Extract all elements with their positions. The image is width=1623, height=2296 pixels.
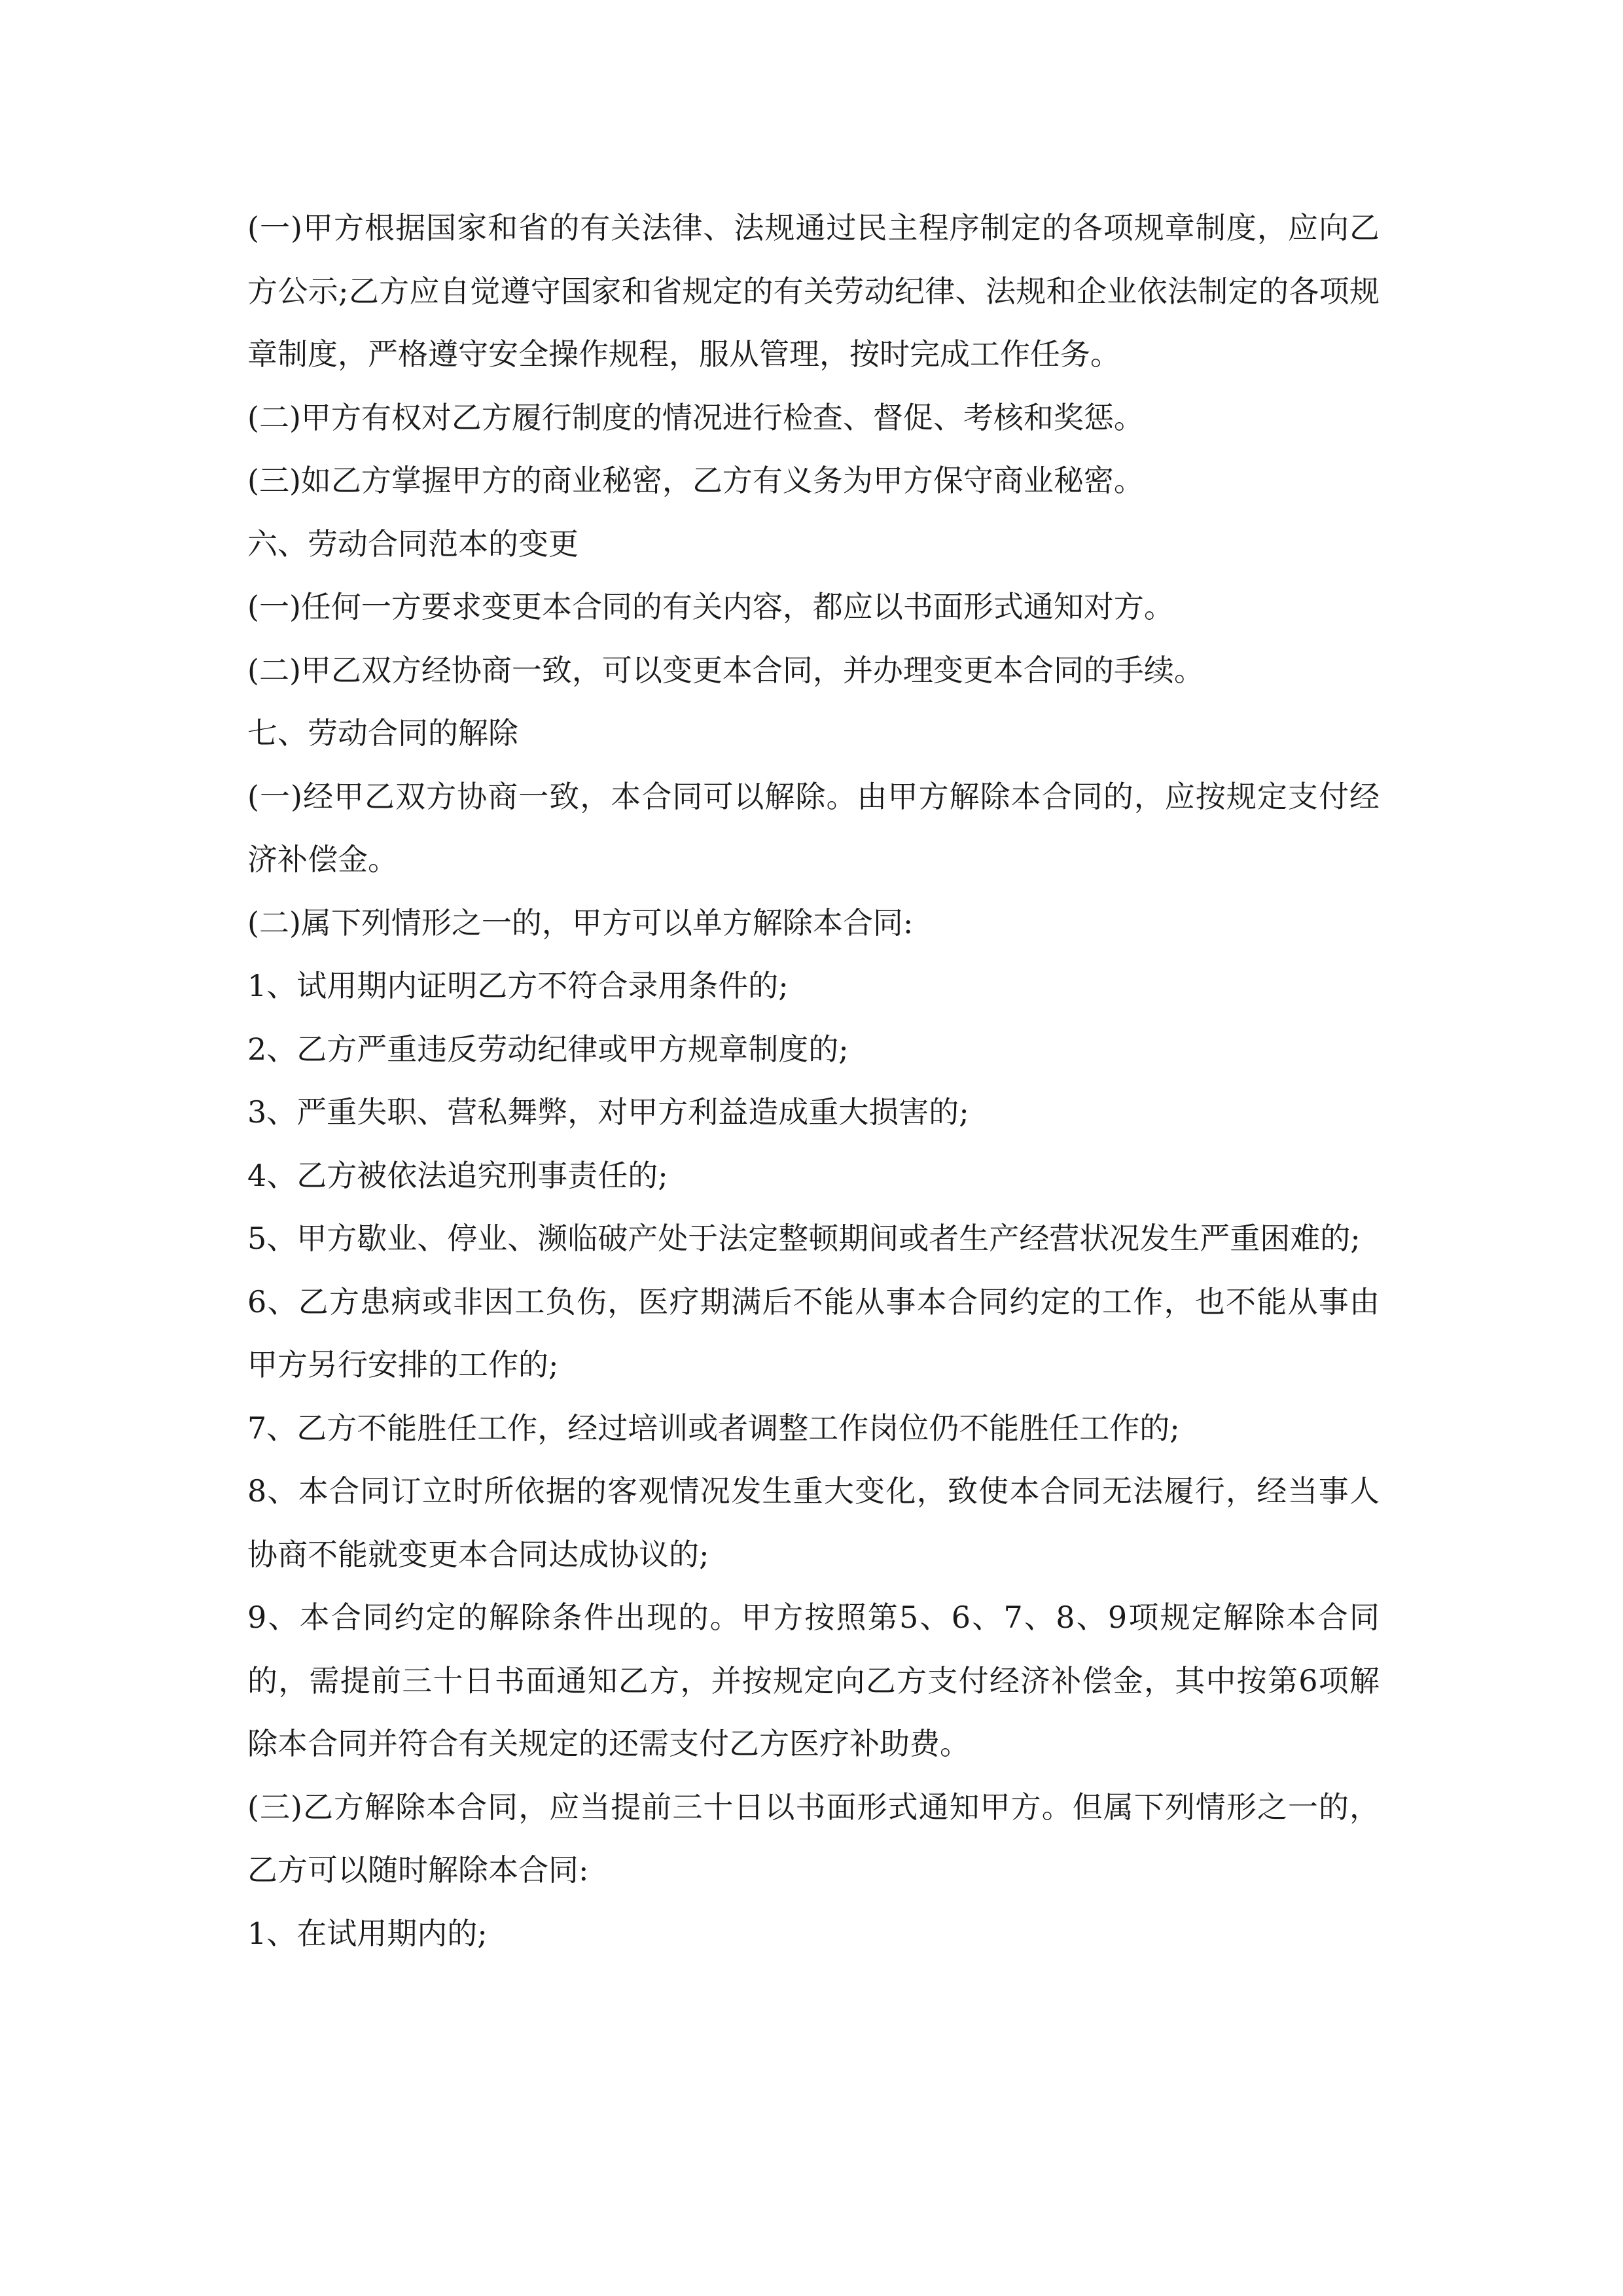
list-item-7-2-4: 4、乙方被依法追究刑事责任的; [247,1157,668,1193]
paragraph-clause-7-3: (三)乙方解除本合同，应当提前三十日以书面形式通知甲方。但属下列情形之一的，乙方可以随时解除本合同: [247,1789,1380,1888]
paragraph-clause-5-1: (一)甲方根据国家和省的有关法律、法规通过民主程序制定的各项规章制度，应向乙方公示;乙方应自觉遵守国家和省规定的有关劳动纪律、法规和企业依法制定的各项规章制度，严格遵守安全操作规程，服从管理，按时完成工作任务。 [247,210,1380,372]
list-item-7-2-3: 3、严重失职、营私舞弊，对甲方利益造成重大损害的; [247,1094,969,1130]
paragraph-clause-6-1: (一)任何一方要求变更本合同的有关内容，都应以书面形式通知对方。 [247,589,1174,624]
document-body [247,196,1380,1965]
section-heading-6: 六、劳动合同范本的变更 [247,526,579,562]
paragraph-clause-5-3: (三)如乙方掌握甲方的商业秘密，乙方有义务为甲方保守商业秘密。 [247,463,1144,498]
list-item-7-2-1: 1、试用期内证明乙方不符合录用条件的; [247,968,789,1003]
list-item-7-2-2: 2、乙方严重违反劳动纪律或甲方规章制度的; [247,1031,849,1067]
paragraph-clause-7-1: (一)经甲乙双方协商一致，本合同可以解除。由甲方解除本合同的，应按规定支付经济补偿金。 [247,778,1380,877]
list-item-7-2-5: 5、甲方歇业、停业、濒临破产处于法定整顿期间或者生产经营状况发生严重困难的; [247,1221,1361,1256]
paragraph-clause-7-2: (二)属下列情形之一的，甲方可以单方解除本合同: [247,905,914,941]
list-item-7-2-9: 9、本合同约定的解除条件出现的。甲方按照第5、6、7、8、9项规定解除本合同的，需提前三十日书面通知乙方，并按规定向乙方支付经济补偿金，其中按第6项解除本合同并符合有关规定的还需支付乙方医疗补助费。 [247,1600,1380,1761]
list-item-7-3-1: 1、在试用期内的; [247,1915,488,1951]
list-item-7-2-8: 8、本合同订立时所依据的客观情况发生重大变化，致使本合同无法履行，经当事人协商不能就变更本合同达成协议的; [247,1473,1380,1572]
list-item-7-2-6: 6、乙方患病或非因工负伤，医疗期满后不能从事本合同约定的工作，也不能从事由甲方另行安排的工作的; [247,1283,1380,1382]
paragraph-clause-5-2: (二)甲方有权对乙方履行制度的情况进行检查、督促、考核和奖惩。 [247,399,1144,435]
section-heading-7: 七、劳动合同的解除 [247,715,518,751]
list-item-7-2-7: 7、乙方不能胜任工作，经过培训或者调整工作岗位仍不能胜任工作的; [247,1410,1180,1446]
paragraph-clause-6-2: (二)甲乙双方经协商一致，可以变更本合同，并办理变更本合同的手续。 [247,652,1204,688]
